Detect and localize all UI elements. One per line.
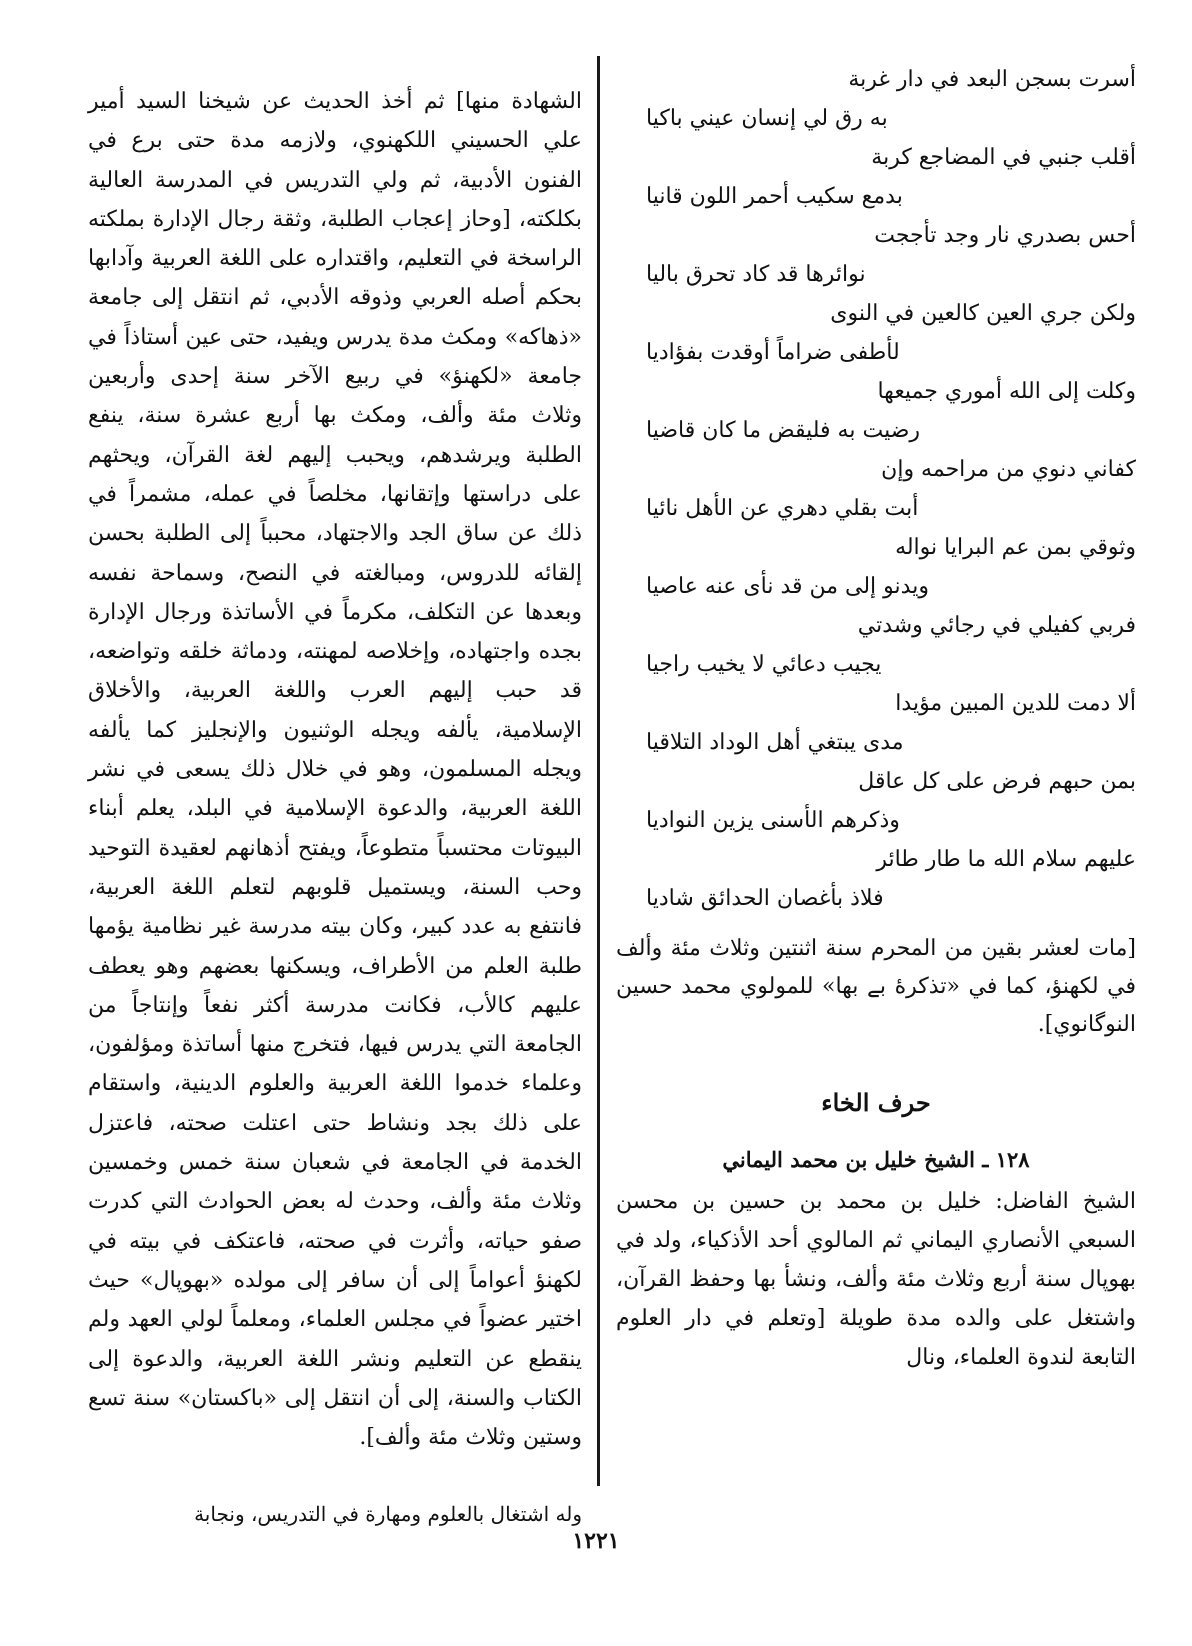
verse-line: بدمع سكيب أحمر اللون قانيا [646, 184, 903, 209]
entry-body: الشيخ الفاضل: خليل بن محمد بن حسين بن محسن السبعي الأنصاري اليماني ثم المالوي أحد الأذكياء، ولد في بهوپال سنة أربع وثلاث مئة وألف، ونشأ بها وحفظ القرآن، واشتغل على والده مدة طويلة [وتعلم في دار العلوم التابعة لندوة العلماء، ونال [616, 1189, 1136, 1370]
verse-line: وكلت إلى الله أموري جميعها [877, 379, 1136, 404]
verse-line: فربي كفيلي في رجائي وشدتي [857, 613, 1136, 638]
column-divider [597, 56, 600, 1486]
continuation-text: الشهادة منها] ثم أخذ الحديث عن شيخنا السيد أمير علي الحسيني اللكهنوي، ولازمه مدة حتى برع في الفنون الأدبية، ثم ولي التدريس في المدرسة العالية بكلكته، [وحاز إعجاب الطلبة، وثقة رجال الإدارة بملكته الراسخة في التعليم، واقتداره على اللغة العربية وآدابها بحكم أصله العربي وذوقه الأدبي، ثم انتقل إلى جامعة «ذهاكه» ومكث مدة يدرس ويفيد، حتى عين أستاذاً في جامعة «لكهنؤ» في ربيع الآخر سنة إحدى وأربعين وثلاث مئة وألف، ومكث بها أربع عشرة سنة، ينفع الطلبة ويرشدهم، ويحبب إليهم لغة القرآن، ويحثهم على دراستها وإتقانها، مخلصاً في عمله، مشمراً في ذلك عن ساق الجد والاجتهاد، محبباً إلى الطلبة بحسن إلقائه للدروس، ومبالغته في النصح، وسماحة نفسه وبعدها عن التكلف، مكرماً في الأساتذة ورجال الإدارة بجده واجتهاده، وإخلاصه لمهنته، ودماثة خلقه وتواضعه، قد حبب إليهم العرب واللغة العربية، والأخلاق الإسلامية، يألفه ويجله الوثنيون والإنجليز كما يألفه ويجله المسلمون، وهو في خلال ذلك يسعى في نشر اللغة العربية، والدعوة الإسلامية في البلد، يعلم أبناء البيوتات محتسباً متطوعاً، ويفتح أذهانهم لعقيدة التوحيد وحب السنة، ويستميل قلوبهم لتعلم اللغة العربية، فانتفع به عدد كبير، وكان بيته مدرسة غير نظامية يؤمها طلبة العلم من الأطراف، ويسكنها بعضهم وهو يعطف عليهم كالأب، فكانت مدرسة أكثر نفعاً وإنتاجاً من الجامعة التي يدرس فيها، فتخرج منها أساتذة ومؤلفون، وعلماء خدموا اللغة العربية والعلوم الدينية، واستقام على ذلك بجد ونشاط حتى اعتلت صحته، فاعتزل الخدمة في الجامعة في شعبان سنة خمس وخمسين وثلاث مئة وألف، وحدث له بعض الحوادث التي كدرت صفو حياته، وأثرت في صحته، فاعتكف في بيته في لكهنؤ أعواماً إلى أن سافر إلى مولده «بهوپال» حيث اختير عضواً في مجلس العلماء، ومعلماً لولي العهد ولم ينقطع عن التعليم ونشر اللغة العربية، والدعوة إلى الكتاب والسنة، إلى أن انتقل إلى «باكستان» سنة تسع وستين وثلاث مئة وألف]. [88, 89, 582, 1451]
verse-line: رضيت به فليقض ما كان قاضيا [646, 418, 921, 443]
verse-line: وثوقي بمن عم البرايا نواله [895, 535, 1136, 560]
verse-line: عليهم سلام الله ما طار طائر [876, 847, 1136, 872]
entry-title: ١٢٨ ـ الشيخ خليل بن محمد اليماني [722, 1147, 1030, 1172]
poem [616, 60, 1136, 918]
verse-line: ويدنو إلى من قد نأى عنه عاصيا [646, 574, 929, 599]
verse-line: أقلب جنبي في المضاجع كربة [871, 145, 1136, 170]
verse-line: وذكرهم الأسنى يزين النواديا [646, 808, 900, 833]
verse-line: فلاذ بأغصان الحدائق شاديا [646, 886, 884, 911]
verse-line: كفاني دنوي من مراحمه وإن [881, 457, 1136, 482]
verse-line: أحس بصدري نار وجد تأججت [874, 223, 1136, 248]
footnote-line: وله اشتغال بالعلوم ومهارة في التدريس، ونجابة [194, 1502, 582, 1527]
death-note: [مات لعشر بقين من المحرم سنة اثنتين وثلاث مئة وألف في لكهنؤ، كما في «تذكرهٔ بے بها» للمولوي محمد حسين النوگانوي]. [616, 936, 1136, 1037]
verse-line: مدى يبتغي أهل الوداد التلاقيا [646, 730, 904, 755]
verse-line: ولكن جري العين كالعين في النوى [830, 301, 1136, 326]
verse-line: يجيب دعائي لا يخيب راجيا [646, 652, 882, 677]
verse-line: ألا دمت للدين المبين مؤيدا [895, 691, 1136, 716]
page-number: ١٢٢١ [572, 1528, 620, 1554]
right-column [616, 60, 1136, 1399]
verse-line: أبت بقلي دهري عن الأهل نائيا [646, 496, 919, 521]
verse-line: أسرت بسجن البعد في دار غربة [848, 67, 1136, 92]
verse-line: نوائرها قد كاد تحرق باليا [646, 262, 866, 287]
left-column [88, 60, 582, 1549]
verse-line: به رق لي إنسان عيني باكيا [646, 106, 888, 131]
section-heading: حرف الخاء [821, 1088, 931, 1117]
verse-line: بمن حبهم فرض على كل عاقل [858, 769, 1136, 794]
verse-line: لأطفى ضراماً أوقدت بفؤاديا [646, 340, 900, 365]
